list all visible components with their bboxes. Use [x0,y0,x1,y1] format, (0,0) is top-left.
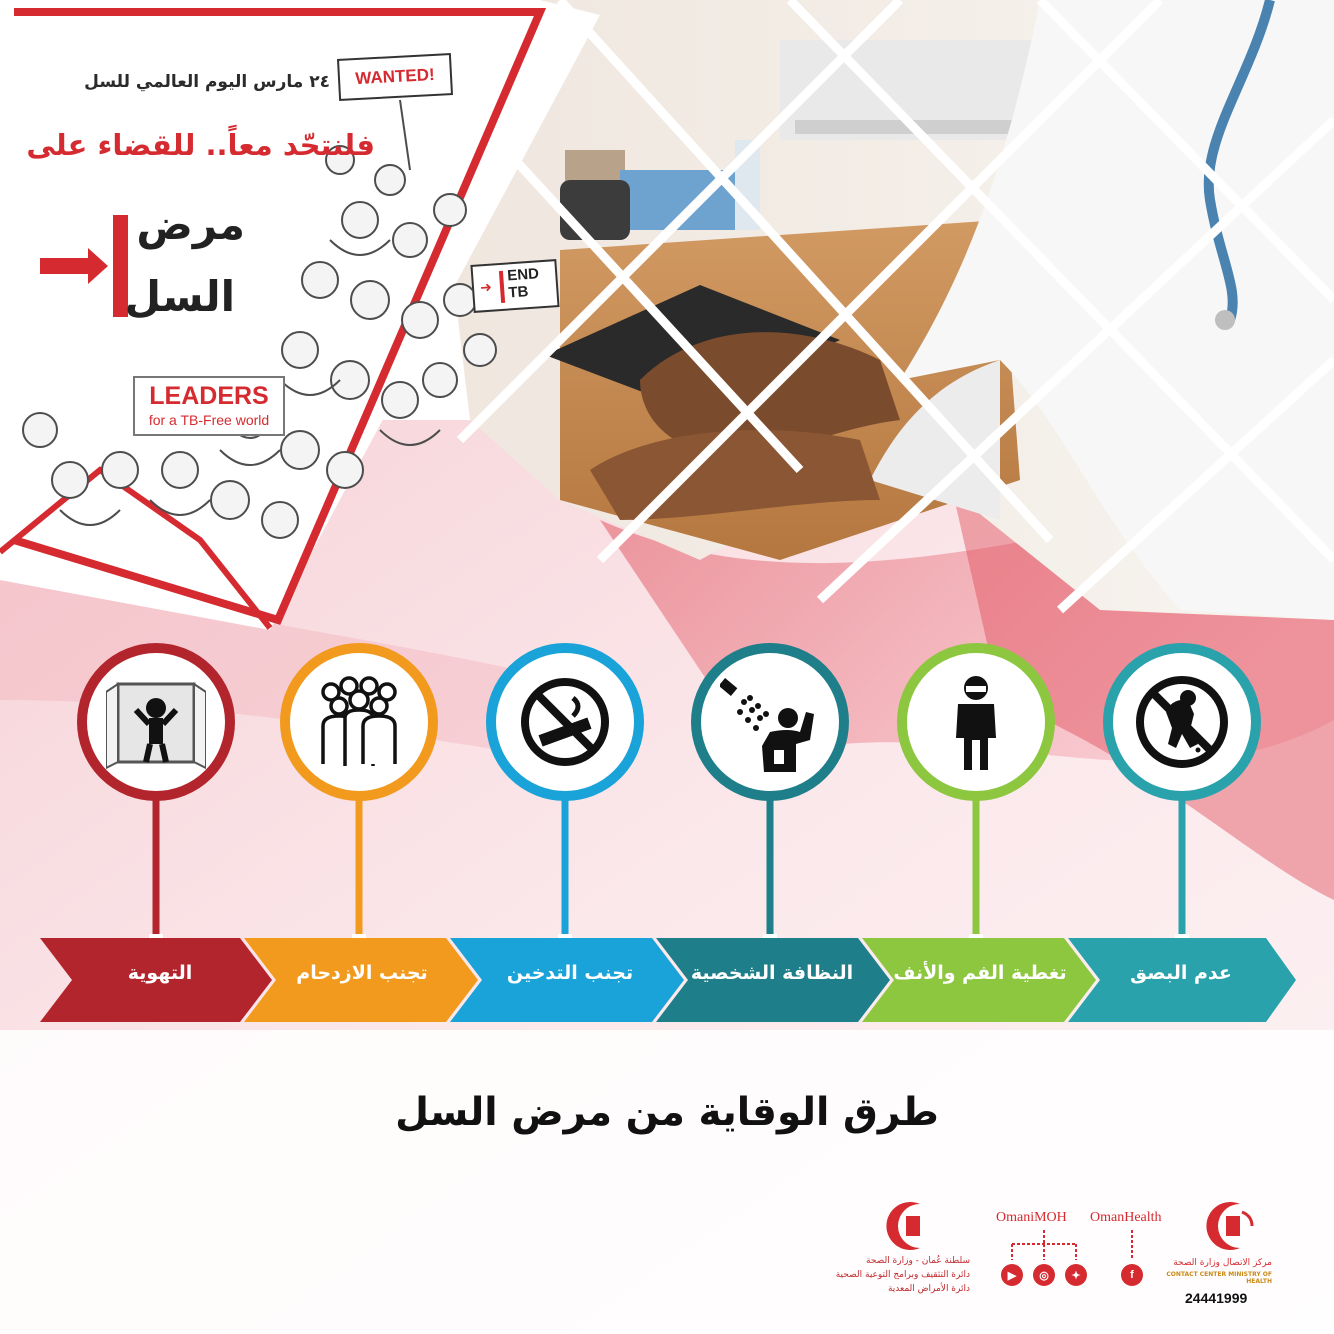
person-mask-icon [926,672,1026,772]
twitter-icon[interactable]: ✦ [1065,1264,1087,1286]
disease-name-line1: مرض [136,200,245,249]
step-label-ventilation: التهوية [127,962,193,984]
social-handle-omanimoh[interactable]: OmaniMOH [996,1210,1067,1225]
disease-name-line2: السل [124,272,235,321]
page-title: طرق الوقاية من مرض السل [395,1090,939,1135]
red-bar [499,271,505,303]
step-label-no-spitting: عدم البصق [1130,962,1232,984]
no-spitting-icon [1132,672,1232,772]
leaders-sign-title: LEADERS [149,382,269,410]
facebook-icon[interactable]: f [1121,1264,1143,1286]
ministry-line3: دائرة الأمراض المعدية [887,1284,970,1294]
social-handle-omanhealth[interactable]: OmanHealth [1090,1210,1162,1225]
crowd-icon [309,672,409,772]
end-tb-sign [470,259,559,313]
leaders-sign-subtitle: for a TB-Free world [148,412,270,428]
end-tb-sign-word1: END [506,265,540,285]
ministry-line1: سلطنة عُمان - وزارة الصحة [866,1256,970,1266]
step-label-avoid-crowding: تجنب الازدحام [296,962,428,984]
contact-center-arabic: مركز الاتصال وزارة الصحة [1173,1258,1272,1268]
wanted-sign: WANTED! [337,53,453,101]
no-smoking-icon [515,672,615,772]
ministry-line2: دائرة التثقيف وبرامج التوعية الصحية [835,1270,970,1280]
open-window-person-icon [106,672,206,772]
instagram-icon[interactable]: ◎ [1033,1264,1055,1286]
contact-center-logo-icon [1200,1198,1260,1254]
youtube-icon[interactable]: ▶ [1001,1264,1023,1286]
contact-phone-number[interactable]: 24441999 [1185,1290,1248,1306]
step-label-avoid-smoking: تجنب التدخين [506,962,634,984]
date-line: ٢٤ مارس اليوم العالمي للسل [84,72,330,92]
shower-icon [720,672,820,772]
headline: فلنتحّد معاً.. للقضاء على [26,128,375,162]
arrow-right-icon: ➜ [479,279,493,297]
step-label-cover-mouth-nose: تغطية الفم والأنف [893,962,1067,984]
step-label-personal-hygiene: النظافة الشخصية [690,962,854,984]
end-tb-sign-word2: TB [507,283,530,302]
social-connector-lines [1000,1226,1150,1266]
ministry-of-health-logo-icon [880,1198,940,1254]
contact-center-english: CONTACT CENTER MINISTRY OF HEALTH [1166,1271,1272,1285]
leaders-sign [133,376,285,436]
